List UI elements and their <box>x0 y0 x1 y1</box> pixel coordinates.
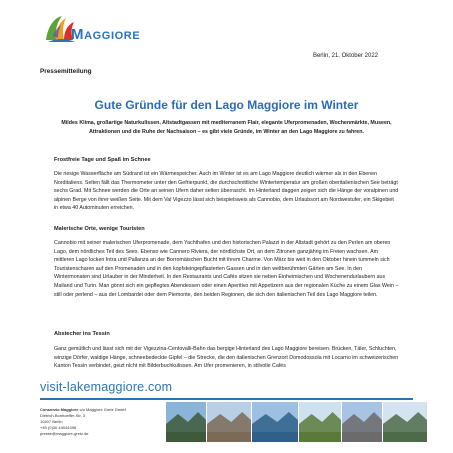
article-lead: Mildes Klima, großartige Naturkulissen, Altstadtgassen mit mediterranem Flair, elegante Uferpromenaden, Wochenmärkte, Museen, Attraktionen und die Ruhe der Nachsaison – es gibt viele Gründe, im Winter an den Lago Maggiore zu fahren. <box>61 120 392 135</box>
dateline: Berlin, 21. Oktober 2022 <box>312 53 378 59</box>
footer-phone: +49 (0)30 44044398 <box>40 425 77 431</box>
section-paragraph: Die riesige Wasserfläche am Südrand ist ein Wärmespeicher. Auch im Winter ist es am Lago Maggiore deutlich wärmer als in den Ebenen Norditaliens. Selten fällt das Thermometer unter den Gefrierpunkt, die durchschnittliche Wintertemperatur am großen oberitalienischen See beträgt sechs Grad. Mit Schnee werden die Orte an seinen Ufern daher selten überrascht. Im Hinterland daggen zeigen sich die Hänge der voralpinen und alpinen Berge von ihrer weißen Seite. Mit dem Val Vigezzo lässt sich beispielsweis als Cannobio, dem Urlaubsort am Nordwestufer, ein Skigebiet in etwa 40 Autominuten erreichen. <box>54 171 399 212</box>
website-link[interactable]: visit-lakemaggiore.com <box>40 380 173 394</box>
logo-wordmark: MAGGIORE <box>71 26 141 43</box>
document-label: Pressemitteilung <box>40 68 92 75</box>
footer-divider <box>40 398 413 400</box>
maggiore-logo <box>44 14 184 46</box>
section-paragraph: Ganz gemütlich und lässt sich mit der Vigezzina-Centovalli-Bahn das bergige Hinterland des Lago Maggiore bereisen. Brücken, Täler, Schluchten, winzige Dörfer, waldige Hänge, schneebedeckte Gipfel – die Strecke, die den italienischen Grenzort Domodossola mit Locarno im schweizerischen Kanton Tessin verbindet, geizt nicht mit Bilderbuchkulissen. Am Ufer promenieren, in stilvolle Cafés <box>54 346 399 370</box>
photo-harbor <box>166 402 206 442</box>
section-heading: Frostfreie Tage und Spaß im Schnee <box>54 157 151 163</box>
footer-address <box>40 407 126 437</box>
photo-strip <box>166 402 422 442</box>
footer-org: Consorzio Maggiore <box>40 407 79 412</box>
photo-lake <box>252 402 298 442</box>
footer-city: 10407 Berlin <box>40 419 63 425</box>
footer-org-suffix: c/o Maggiore Gretz GmbH <box>78 407 127 412</box>
article-title: Gute Gründe für den Lago Maggiore im Winter <box>94 98 359 112</box>
photo-garden <box>299 402 341 442</box>
photo-mountains <box>383 402 427 442</box>
photo-town <box>207 402 251 442</box>
footer-email: presse@maggiore-gretz.de <box>40 431 89 437</box>
footer-street: Dietrich-Bonhoeffer-Str. 3 <box>40 413 86 419</box>
section-paragraph: Cannobio mit seiner malerischen Uferpromenade, dem Yachthafen und den historischen Palazzi in der Altstadt gehört zu den Perlen am oberen Lago, dem nördliches Teil des Sees. Ebenso wie Cannero Riviera, der nördlichste Ort, an dem Zitronen ganzjährig im Freien wachsen. Am mittleren Lago locken Intra und Pallanza an der Borromäischen Bucht mit ihrem Charme. Von März bis weit in den Oktober hinein tummeln sich Touristenscharen auf den Promenaden und in den kopfsteingepflasterten Gassen und in den weltberühmten Gärten am See. In den Wintermonaten sind Urlauber in der Minderheit. In den Restaurants und Cafés sitzen sie neben Einheimischen und Wochenendurlaubern aus Mailand und Turin. Man gönnt sich ein gepflegtes Abendessen oder einen Aperitivo mit Appetizern aus der regionalen Küche zu einem Glas Wein – still oder perlend – aus der Lombardei oder dem Piemonte, den beiden Regionen, die sich den italienischen Teil des Lago Maggiore teilen. <box>54 240 399 298</box>
section-heading: Malerische Orte, wenige Touristen <box>54 226 145 232</box>
photo-church <box>342 402 382 442</box>
section-heading: Abstecher ins Tessin <box>54 331 110 337</box>
